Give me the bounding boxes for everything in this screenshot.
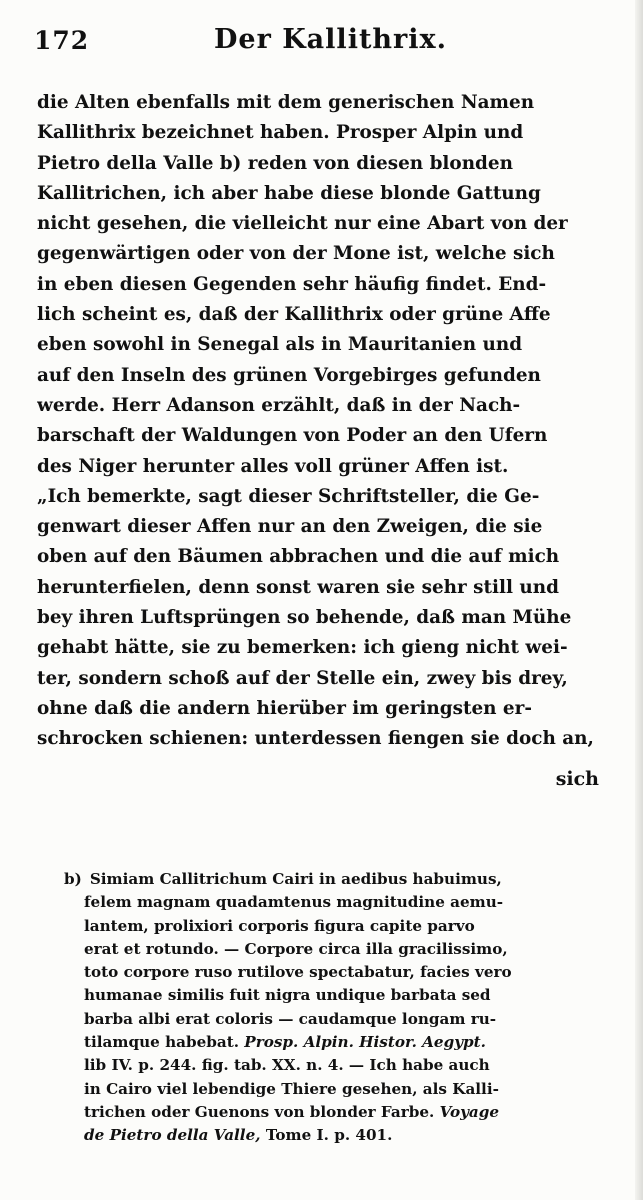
footnote-text: lib IV. p. 244. fig. tab. XX. n. 4. — Ich habe auch xyxy=(84,1056,490,1075)
text-line: ohne daß die andern hierüber im geringsten er- xyxy=(37,697,532,719)
text-line: barschaft der Waldungen von Poder an den Ufern xyxy=(37,425,548,447)
footnote-text: lantem, prolixiori corporis figura capite parvo xyxy=(84,916,475,935)
text-line: werde. Herr Adanson erzählt, daß in der Nach- xyxy=(37,394,521,416)
page-number: 172 xyxy=(34,26,90,55)
footnote xyxy=(64,868,604,1148)
footnote-text: trichen oder Guenons von blonder Farbe. xyxy=(84,1102,440,1121)
footnote-line xyxy=(64,868,604,891)
text-line: eben sowohl in Senegal als in Mauritanien und xyxy=(37,334,523,356)
footnote-text: barba albi erat coloris — caudamque longam ru- xyxy=(84,1009,497,1028)
footnote-line xyxy=(64,961,604,984)
text-line: schrocken schienen: unterdessen fiengen sie doch an, xyxy=(37,728,594,750)
footnote-text: Simiam Callitrichum Cairi in aedibus habuimus, xyxy=(89,870,502,888)
text-line: „Ich bemerkte, sagt dieser Schriftsteller, die Ge- xyxy=(37,485,540,507)
footnote-line xyxy=(64,1054,604,1077)
footnote-line xyxy=(64,1008,604,1031)
text-line: nicht gesehen, die vielleicht nur eine Abart von der xyxy=(37,213,568,235)
text-line: genwart dieser Affen nur an den Zweigen, die sie xyxy=(37,516,543,538)
footnote-line xyxy=(64,1124,604,1147)
footnote-citation: Voyage xyxy=(439,1102,500,1121)
footnote-text: erat et rotundo. — Corpore circa illa gracilissimo, xyxy=(84,939,508,958)
text-line: herunterfielen, denn sonst waren sie sehr still und xyxy=(37,576,559,598)
text-line: Kallithrix bezeichnet haben. Prosper Alpin und xyxy=(37,122,524,144)
footnote-line xyxy=(64,1031,604,1054)
footnote-citation: Prosp. Alpin. Histor. Aegypt. xyxy=(244,1033,486,1052)
text-line: auf den Inseln des grünen Vorgebirges gefunden xyxy=(37,364,541,386)
text-line: in eben diesen Gegenden sehr häufig findet. End- xyxy=(37,273,547,295)
text-line: bey ihren Luftsprüngen so behende, daß man Mühe xyxy=(37,607,572,629)
footnote-line xyxy=(64,1078,604,1101)
footnote-text: toto corpore ruso rutilove spectabatur, facies vero xyxy=(84,963,512,982)
footnote-citation: de Pietro della Valle, xyxy=(84,1126,261,1145)
running-title: Der Kallithrix. xyxy=(214,24,448,55)
footnote-line xyxy=(64,938,604,961)
text-line: des Niger herunter alles voll grüner Affen ist. xyxy=(37,455,509,477)
text-line: oben auf den Bäumen abbrachen und die auf mich xyxy=(37,546,560,568)
text-line: gehabt hätte, sie zu bemerken: ich gieng nicht wei- xyxy=(37,637,568,659)
text-line: ter, sondern schoß auf der Stelle ein, zwey bis drey, xyxy=(37,667,568,689)
footnote-line xyxy=(64,984,604,1007)
footnote-text: humanae similis fuit nigra undique barbata sed xyxy=(84,986,491,1005)
footnote-text: felem magnam quadamtenus magnitudine aemu- xyxy=(84,893,504,912)
footnote-text: Tome I. p. 401. xyxy=(260,1126,393,1145)
footnote-text: in Cairo viel lebendige Thiere gesehen, als Kalli- xyxy=(84,1079,499,1098)
text-line: Kallitrichen, ich aber habe diese blonde Gattung xyxy=(37,182,541,204)
page-header xyxy=(34,22,614,66)
footnote-line xyxy=(64,1101,604,1124)
footnote-text: tilamque habebat. xyxy=(84,1033,245,1052)
main-text xyxy=(37,88,602,755)
footnote-line xyxy=(64,915,604,938)
footnote-marker: b) xyxy=(64,870,82,888)
text-line: die Alten ebenfalls mit dem generischen Namen xyxy=(37,92,535,113)
footnote-line xyxy=(64,891,604,914)
page-scan-edge xyxy=(635,0,643,1200)
catchword: sich xyxy=(555,768,599,790)
text-line: lich scheint es, daß der Kallithrix oder grüne Affe xyxy=(37,304,551,326)
text-line: Pietro della Valle b) reden von diesen blonden xyxy=(37,152,513,174)
text-line: gegenwärtigen oder von der Mone ist, welche sich xyxy=(37,243,555,265)
